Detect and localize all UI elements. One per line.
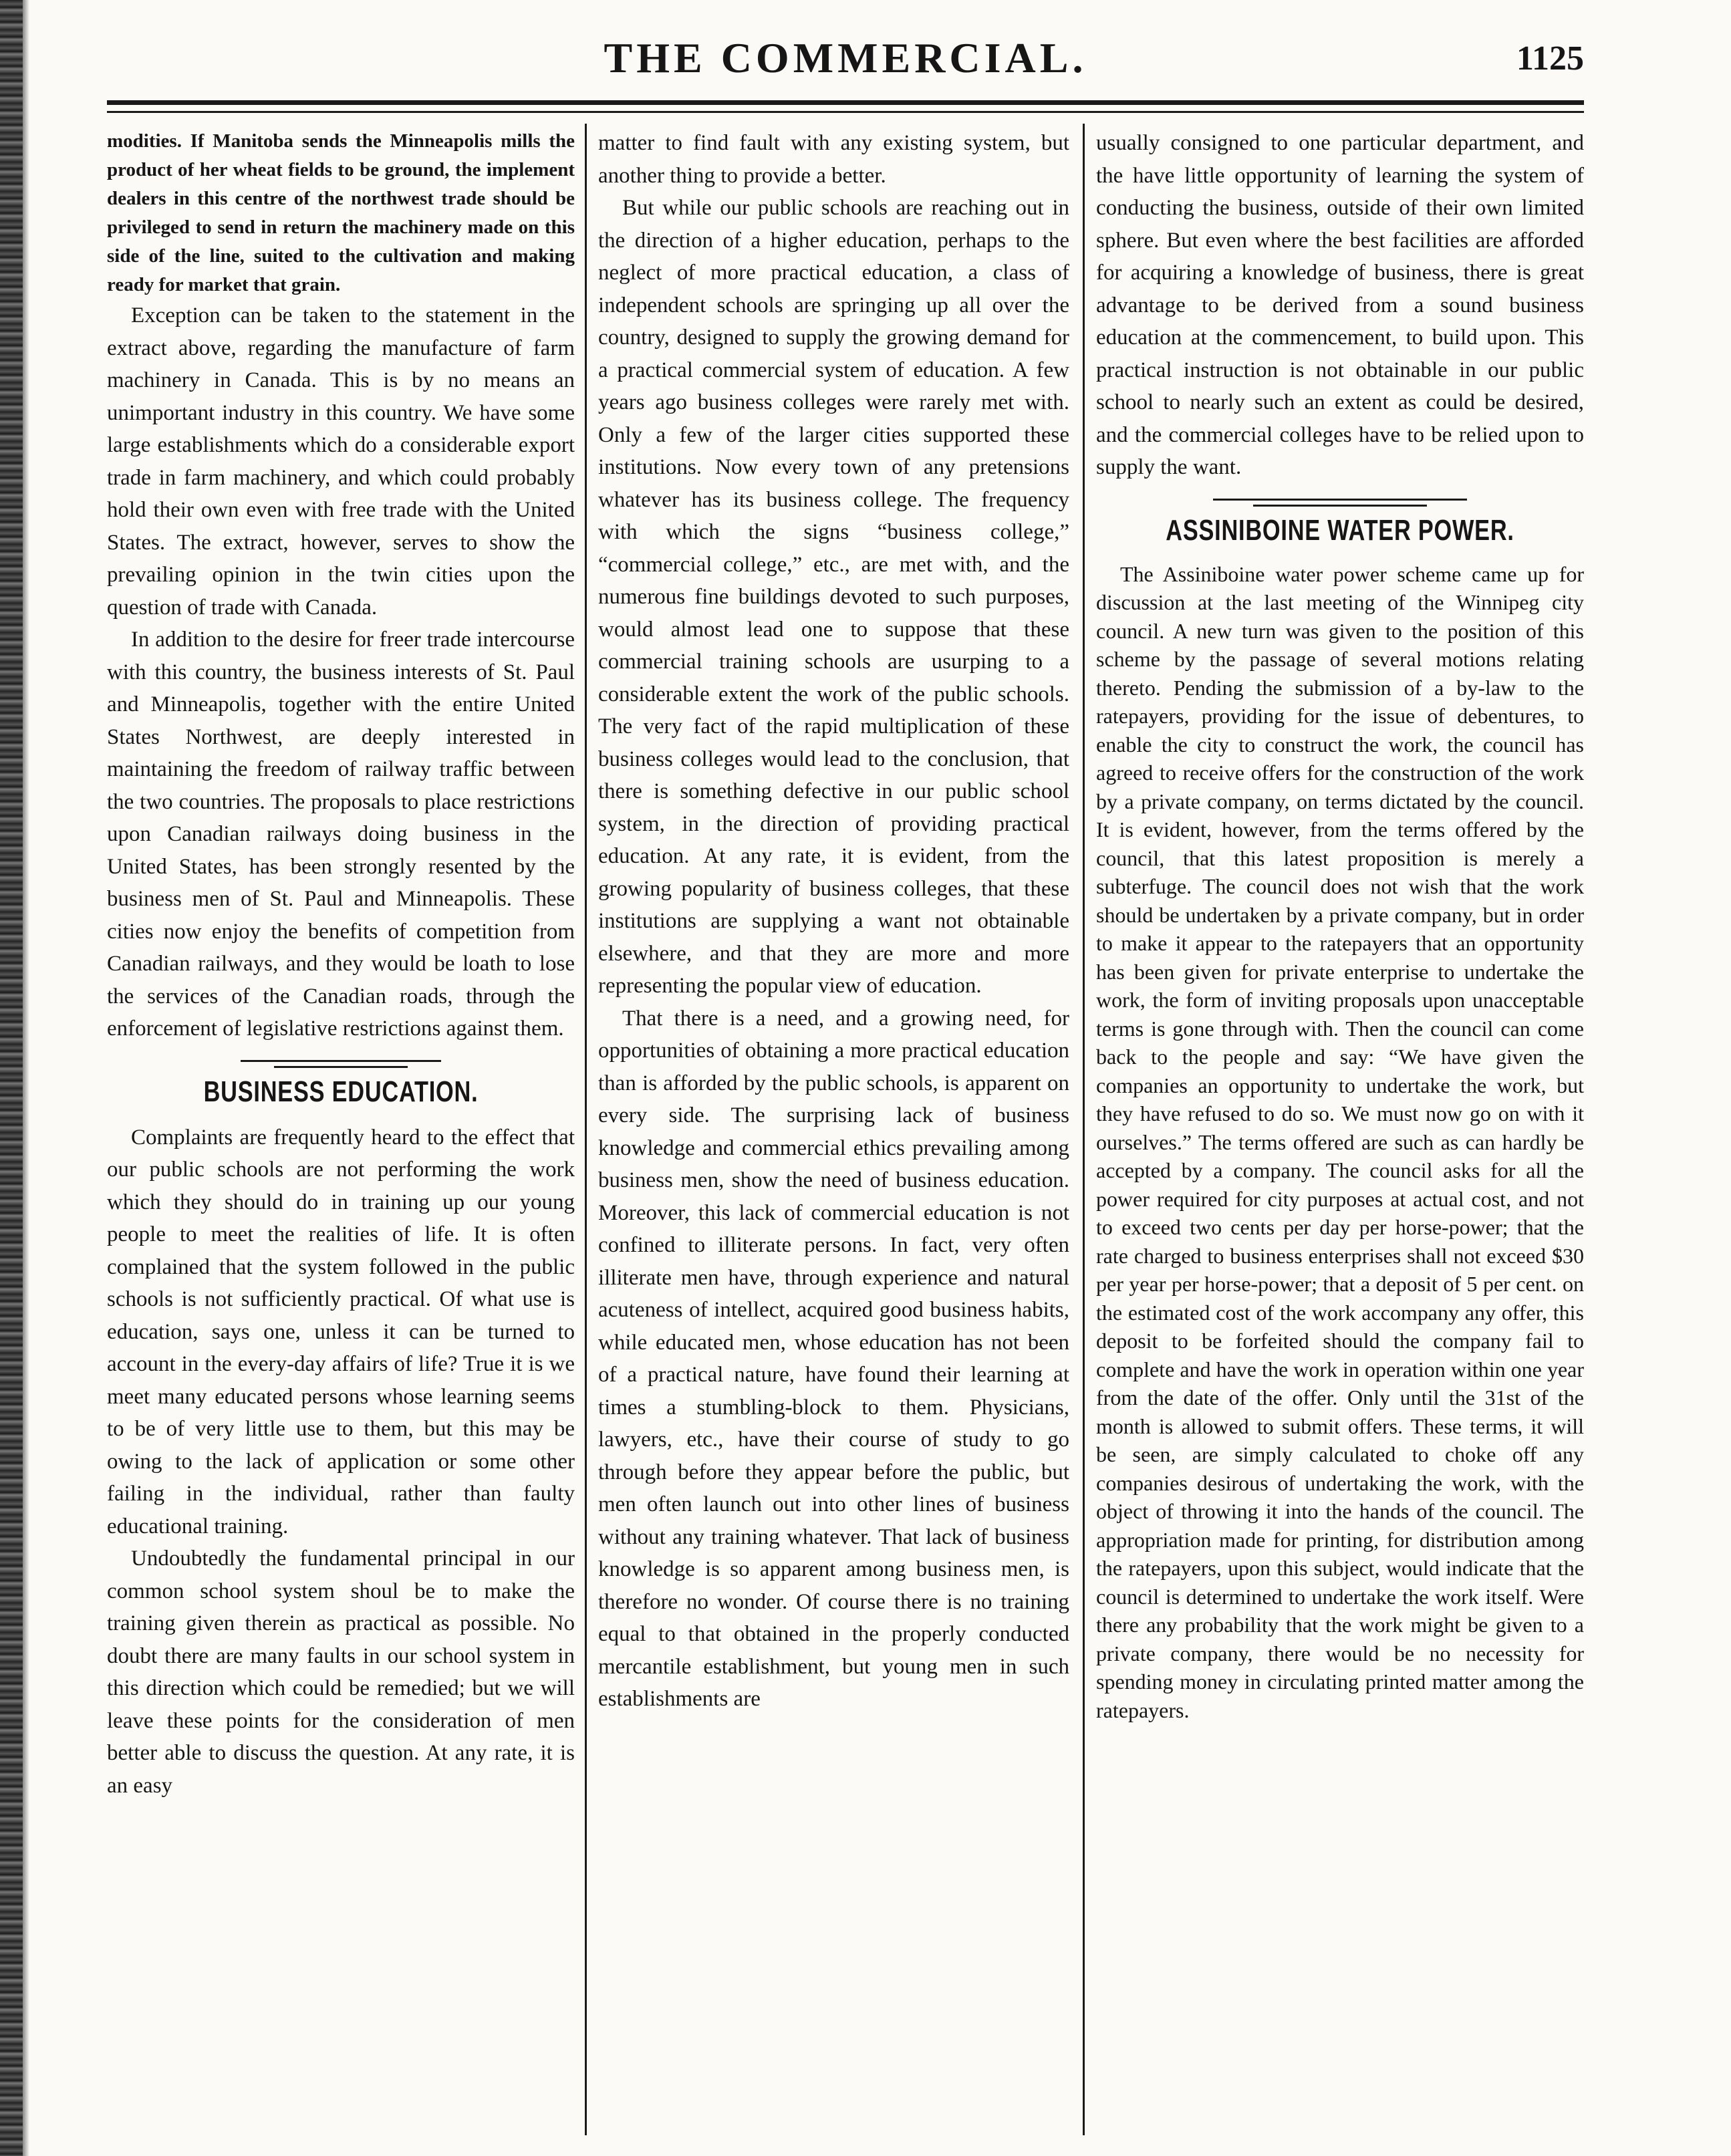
heading-rule xyxy=(241,1060,441,1062)
paragraph: matter to find fault with any existing system, but another thing to provide a better. xyxy=(598,131,1069,188)
column-1 xyxy=(107,127,575,2132)
column-divider-1 xyxy=(585,124,587,2135)
paragraph: The Assiniboine water power scheme came up for discussion at the last meeting of the Winnipeg city council. A new turn was given to the position of this scheme by the passage of several motions relating thereto. Pending the submission of a by-law to the ratepayers, providing for the issue of debentures, to enable the city to construct the work, the council has agreed to receive offers for the construction of the work by a private company, on terms dictated by the council. It is evident, however, from the terms offered by the council, that this latest proposition is merely a subterfuge. The council does not wish that the work should be undertaken by a private company, but in order to make it appear to the ratepayers that an opportunity has been given for private enterprise to undertake the work, the form of inviting proposals upon unacceptable terms is gone through with. Then the council can come back to the people and say: “We have given the companies an opportunity to undertake the work, but they have refused to do so. We must now go on with it ourselves.” The terms offered are such as can hardly be accepted by a company. The council asks for all the power required for city purposes at actual cost, and not to exceed two cents per day per horse-power; that the rate charged to business enterprises shall not exceed $30 per year per horse-power; that a deposit of 5 per cent. on the estimated cost of the work accompany any offer, this deposit to be forfeited should the company fail to complete and have the work in operation within one year from the date of the offer. Only until the 31st of the month is allowed to submit offers. These terms, it will be seen, are simply calculated to choke off any companies desirous of undertaking the work, with the object of throwing it into the hands of the council. The appropriation made for printing, for distribution among the ratepayers, upon this subject, would indicate that the council is determined to undertake the work itself. Were there any probability that the work might be given to a private company, there would be no necessity for spending money in circulating printed matter among the ratepayers. xyxy=(1096,561,1584,1722)
column-2 xyxy=(598,127,1069,2132)
column-3 xyxy=(1096,127,1584,2132)
paragraph: modities. If Manitoba sends the Minneapolis mills the product of her wheat fields to be ground, the implement dealers in this centre of the northwest trade should be privileged to send in return the machinery made on this side of the line, suited to the cultivation and making ready for market that grain. xyxy=(107,130,575,295)
paragraph: Exception can be taken to the statement in the extract above, regarding the manufacture of farm machinery in Canada. This is by no means an unimportant industry in this country. We have some large establishments which do a considerable export trade in farm machinery, and which could probably hold their own even with free trade with the United States. The extract, however, serves to show the prevailing opinion in the twin cities upon the question of trade with Canada. xyxy=(107,303,575,620)
paragraph: That there is a need, and a growing need, for opportunities of obtaining a more practical education than is afforded by the public schools, is apparent on every side. The surprising lack of business knowledge and commercial ethics prevailing among business men, show the need of business education. Moreover, this lack of commercial education is not confined to illiterate persons. In fact, very often illiterate men have, through experience and natural acuteness of intellect, acquired good business habits, while educated men, whose education has not been of a practical nature, have found their learning at times a stumbling-block to them. Physicians, lawyers, etc., have their course of study to go through before they appear before the public, but men often launch out into other lines of business without any training whatever. That lack of business knowledge is so apparent among business men, is therefore no wonder. Of course there is no training equal to that obtained in the properly conducted mercantile establishment, but young men in such establishments are xyxy=(598,1006,1069,1711)
heading-rule xyxy=(274,1066,408,1068)
section-heading: BUSINESS EDUCATION. xyxy=(203,1075,479,1108)
section-heading: ASSINIBOINE WATER POWER. xyxy=(1166,513,1514,547)
newspaper-title: THE COMMERCIAL. xyxy=(604,34,1087,82)
masthead xyxy=(107,27,1584,87)
paragraph: Undoubtedly the fundamental principal in our common school system shoul be to make the training given therein as practical as possible. No doubt there are many faults in our school system in this direction which could be remedied; but we will leave these points for the consideration of men better able to discuss the question. At any rate, it is an easy xyxy=(107,1546,575,1798)
column-divider-2 xyxy=(1083,124,1085,2135)
page-binding-shadow xyxy=(23,0,29,2156)
page-binding-edge xyxy=(0,0,23,2156)
paragraph: But while our public schools are reaching out in the direction of a higher education, perhaps to the neglect of more practical education, a class of independent schools are springing up all over the country, designed to supply the growing demand for a practical commercial system of education. A few years ago business colleges were rarely met with. Only a few of the larger cities supported these institutions. Now every town of any pretensions whatever has its business college. The frequency with which the signs “business college,” “commercial college,” etc., are met with, and the numerous fine buildings devoted to such purposes, would almost lead one to suppose that these commercial training schools are usurping to a considerable extent the work of the public schools. The very fact of the rapid multiplication of these business colleges would lead to the conclusion, that there is something defective in our public school system, in the direction of providing practical education. At any rate, it is evident, from the growing popularity of business colleges, that these institutions are supplying a want not obtainable elsewhere, and that they are more and more representing the popular view of education. xyxy=(598,196,1069,998)
paragraph: In addition to the desire for freer trade intercourse with this country, the business interests of St. Paul and Minneapolis, together with the entire United States Northwest, are deeply interested in maintaining the freedom of railway traffic between the two countries. The proposals to place restrictions upon Canadian railways doing business in the United States, has been strongly resented by the business men of St. Paul and Minneapolis. These cities now enjoy the benefits of competition from Canadian railways, and they would be loath to lose the services of the Canadian roads, through the enforcement of legislative restrictions against them. xyxy=(107,628,575,1041)
heading-rule xyxy=(1253,505,1427,507)
paragraph: usually consigned to one particular department, and the have little opportunity of learning the system of conducting the business, outside of their own limited sphere. But even where the best facilities are afforded for acquiring a knowledge of business, there is great advantage to be derived from a sound business education at the commencement, to build upon. This practical instruction is not obtainable in our public school to nearly such an extent as could be desired, and the commercial colleges have to be relied upon to supply the want. xyxy=(1096,131,1584,479)
section-heading-block xyxy=(107,1060,575,1112)
masthead-rule-thick xyxy=(107,100,1584,105)
paragraph: Complaints are frequently heard to the effect that our public schools are not performing the work which they should do in training up our young people to meet the realities of life. It is often complained that the system followed in the public schools is not sufficiently practical. Of what use is education, says one, unless it can be turned to account in the every-day affairs of life? True it is we meet many educated persons whose learning seems to be of very little use to them, but this may be owing to the lack of application or some other failing in the individual, rather than faulty educational training. xyxy=(107,1125,575,1538)
page-number: 1125 xyxy=(1516,39,1584,78)
masthead-rule-thin xyxy=(107,111,1584,113)
section-heading-block xyxy=(1096,499,1584,551)
heading-rule xyxy=(1213,499,1467,501)
